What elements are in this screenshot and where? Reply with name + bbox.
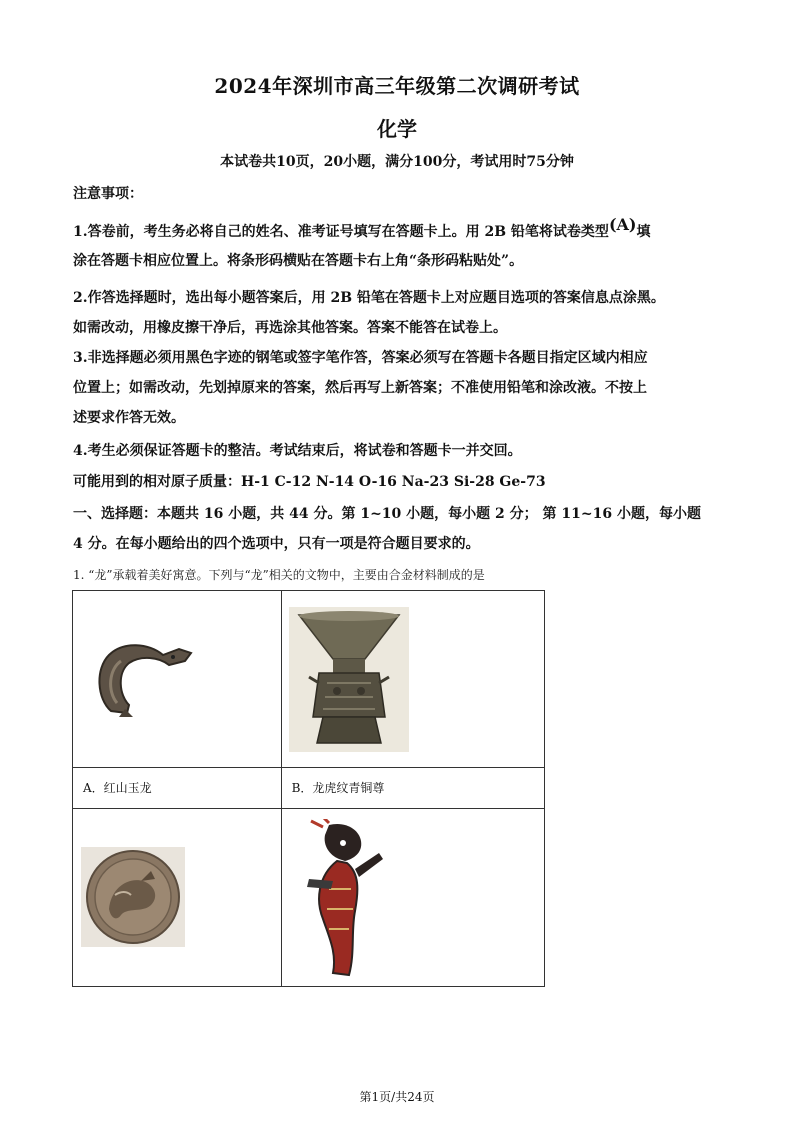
option-a-image-cell: [73, 591, 282, 768]
notice-heading: 注意事项：: [73, 186, 143, 202]
exam-title: 2024年深圳市高三年级第二次调研考试: [214, 74, 580, 98]
option-a-label[interactable]: A．红山玉龙: [73, 768, 282, 809]
shadow-puppet-image: [289, 819, 391, 979]
tile-dragon-image: [81, 847, 185, 947]
option-d-image-cell: [281, 809, 544, 987]
section-1-line-2: 4 分。在每小题给出的四个选项中，只有一项是符合题目要求的。: [73, 536, 480, 552]
question-1-options-table: [72, 590, 545, 987]
question-1-stem: 1. “龙”承载着美好寓意。下列与“龙”相关的文物中，主要由合金材料制成的是: [73, 568, 485, 582]
atomic-masses: [73, 467, 723, 497]
notice-item-3-line-1: 3.非选择题必须用黑色字迹的钢笔或签字笔作答，答案必须写在答题卡各题目指定区域内相应: [73, 350, 648, 366]
bronze-zun-image: [289, 607, 409, 752]
section-1-line-1: 一、选择题：本题共 16 小题，共 44 分。第 1~10 小题，每小题 2 分； 第 11~16 小题，每小题: [73, 506, 701, 522]
atomic-masses-text: 可能用到的相对原子质量：H-1 C-12 N-14 O-16 Na-23 Si-28 Ge-73: [73, 474, 546, 490]
notice-item-2: [73, 283, 723, 343]
paper-type-a: (A): [608, 215, 637, 234]
subject-title: 化学: [377, 117, 417, 141]
option-b-image-cell: [281, 591, 544, 768]
notice-item-3-line-3: 述要求作答无效。: [73, 410, 185, 426]
notice-item-4-text: 4.考生必须保证答题卡的整洁。考试结束后，将试卷和答题卡一并交回。: [73, 443, 522, 459]
notice-item-1: [73, 216, 723, 276]
option-c-image-cell: [73, 809, 282, 987]
notice-item-1-text-b: 填: [636, 224, 651, 240]
notice-item-3: [73, 343, 723, 433]
notice-item-1-text-a: 1.答卷前，考生务必将自己的姓名、准考证号填写在答题卡上。用 2B 铅笔将试卷类型: [73, 224, 609, 240]
notice-item-1-line-2: 涂在答题卡相应位置上。将条形码横贴在答题卡右上角“条形码粘贴处”。: [73, 253, 524, 269]
notice-item-2-line-1: 2.作答选择题时，选出每小题答案后，用 2B 铅笔在答题卡上对应题目选项的答案信息点涂黑。: [73, 290, 665, 306]
jade-dragon-image: [89, 639, 199, 721]
exam-meta: 本试卷共10页，20小题，满分100分，考试用时75分钟: [220, 154, 574, 170]
notice-item-4: [73, 436, 723, 466]
option-b-label[interactable]: B．龙虎纹青铜尊: [281, 768, 544, 809]
section-1-intro: [73, 499, 723, 559]
notice-item-2-line-2: 如需改动，用橡皮擦干净后，再选涂其他答案。答案不能答在试卷上。: [73, 320, 507, 336]
notice-item-3-line-2: 位置上；如需改动，先划掉原来的答案，然后再写上新答案；不准使用铅笔和涂改液。不按上: [73, 380, 647, 396]
page-footer: 第1页/共24页: [359, 1090, 435, 1104]
